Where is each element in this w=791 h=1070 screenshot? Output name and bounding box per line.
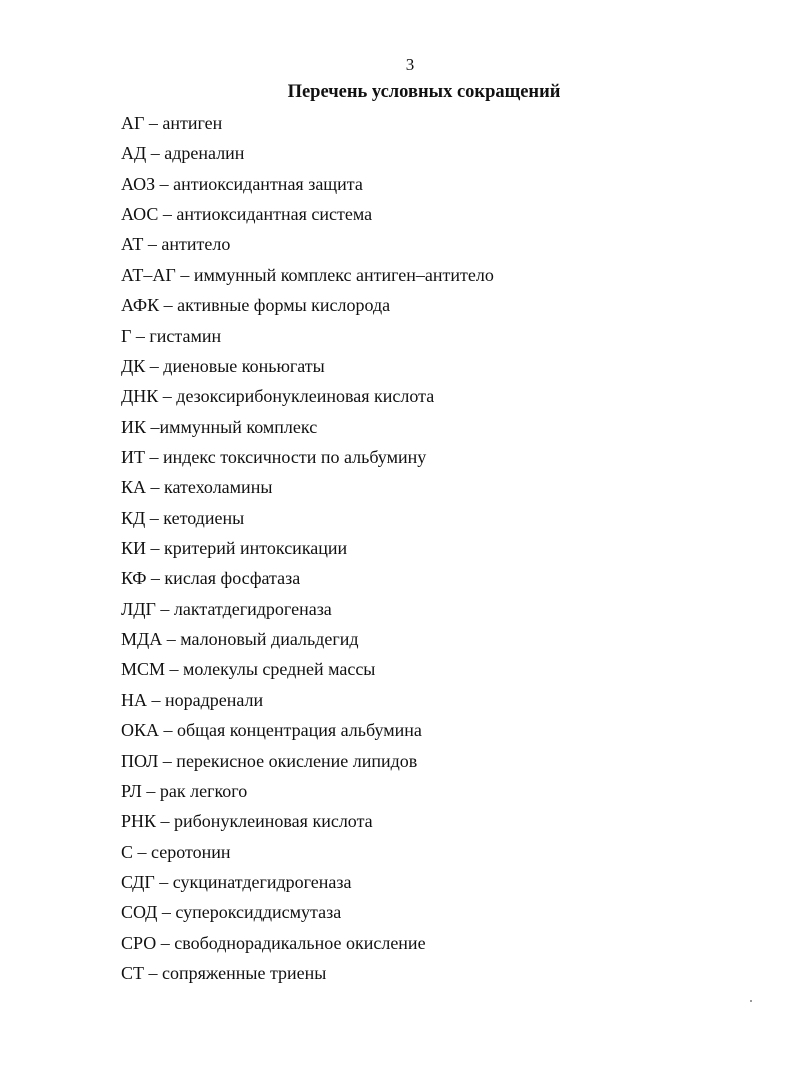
abbreviation-item: ИТ – индекс токсичности по альбумину bbox=[121, 446, 427, 467]
abbreviation-item: СРО – свободнорадикальное окисление bbox=[121, 932, 426, 953]
abbreviation-item: С – серотонин bbox=[121, 841, 231, 862]
abbreviation-item: РЛ – рак легкого bbox=[121, 780, 248, 801]
abbreviation-item: ИК –иммунный комплекс bbox=[121, 416, 318, 437]
abbreviation-item: КД – кетодиены bbox=[121, 507, 245, 528]
abbreviation-item: АОС – антиоксидантная система bbox=[121, 204, 373, 225]
abbreviation-item: МДА – малоновый диальдегид bbox=[121, 629, 359, 650]
abbreviation-item: АТ – антитело bbox=[121, 234, 231, 255]
abbreviation-item: СДГ – сукцинатдегидрогеназа bbox=[121, 871, 352, 892]
abbreviation-item: ОКА – общая концентрация альбумина bbox=[121, 720, 422, 741]
abbreviation-item: ДК – диеновые коньюгаты bbox=[121, 355, 325, 376]
abbreviation-item: ДНК – дезоксирибонуклеиновая кислота bbox=[121, 386, 435, 407]
abbreviation-item: СТ – сопряженные триены bbox=[121, 963, 327, 984]
abbreviation-item: АГ – антиген bbox=[121, 113, 223, 133]
abbreviation-item: КИ – критерий интоксикации bbox=[121, 538, 348, 559]
scan-speck bbox=[750, 1000, 752, 1002]
abbreviation-item: МСМ – молекулы средней массы bbox=[121, 659, 376, 680]
abbreviation-item: КА – катехоламины bbox=[121, 477, 273, 498]
abbreviation-item: АД – адреналин bbox=[121, 143, 245, 164]
abbreviation-item: СОД – супероксиддисмутаза bbox=[121, 902, 342, 923]
abbreviation-item: АОЗ – антиоксидантная защита bbox=[121, 173, 363, 194]
abbreviation-item: Г – гистамин bbox=[121, 325, 222, 346]
page-number: 3 bbox=[405, 55, 415, 74]
abbreviation-item: РНК – рибонуклеиновая кислота bbox=[121, 811, 373, 832]
abbreviation-item: АТ–АГ – иммунный комплекс антиген–антитело bbox=[121, 264, 494, 285]
abbreviation-item: НА – норадренали bbox=[121, 689, 264, 710]
abbreviation-item: КФ – кислая фосфатаза bbox=[121, 568, 301, 589]
abbreviation-list bbox=[121, 108, 494, 988]
abbreviation-item: ПОЛ – перекисное окисление липидов bbox=[121, 750, 418, 771]
abbreviation-item: АФК – активные формы кислорода bbox=[121, 295, 391, 316]
abbreviation-item: ЛДГ – лактатдегидрогеназа bbox=[121, 598, 332, 619]
page-title: Перечень условных сокращений bbox=[287, 82, 561, 102]
